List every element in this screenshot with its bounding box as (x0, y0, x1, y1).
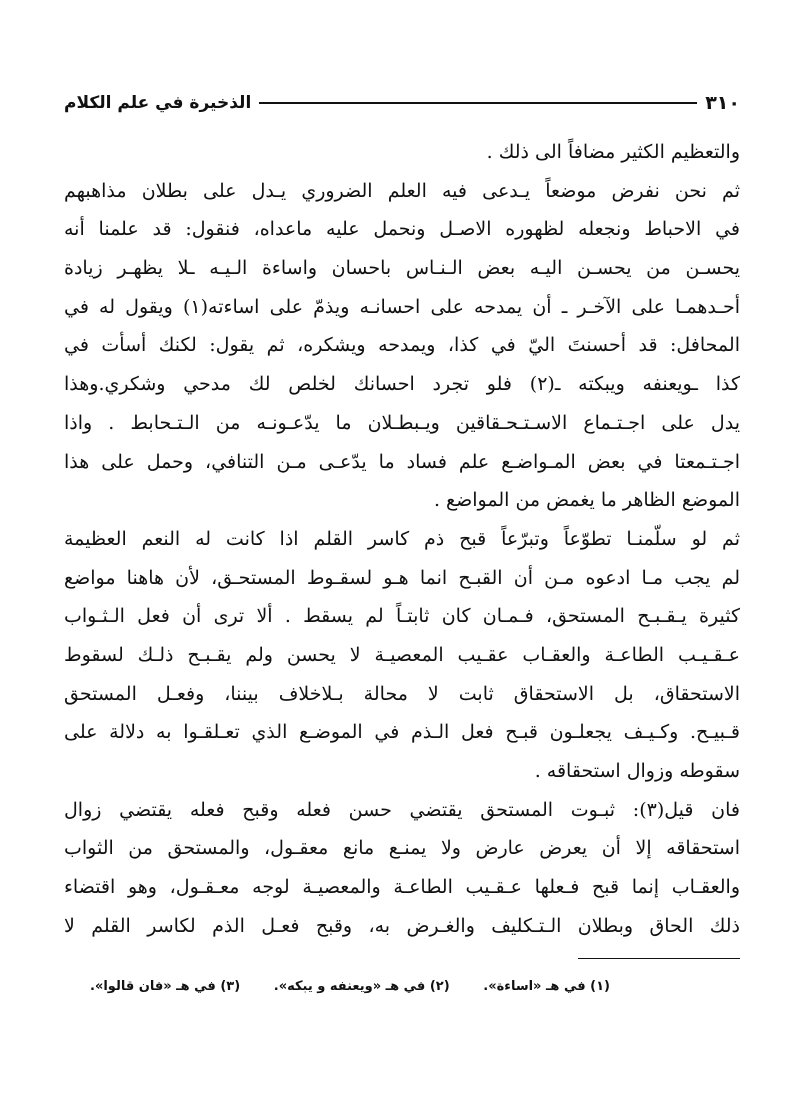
footnote: (١) في هـ «اساءة». (483, 979, 610, 994)
text-line: لم يجب مـا ادعوه مـن أن القبـح انما هـو لسقـوط المستحـق، لأن هاهنا مواضع (64, 566, 740, 589)
text-line: يحسـن من يحسـن اليـه بعض الـنـاس باحسان واساءة الـيـه ـلا يظهـر زيادة (64, 257, 740, 280)
text-line: أحـدهمـا على الآخـر ـ أن يمدحه على احسانـه ويذمّ على اساءته(١) ويقول له في (64, 295, 740, 318)
footnotes (90, 975, 610, 999)
text-line: كذا ـويعنفه ويبكته ـ(٢) فلو تجرد احسانك لخلص لك مدحي وشكري.وهذا (64, 373, 740, 396)
text-line: قـبيـح. وكـيـف يجعلـون قبـح فعل الـذم في الموضـع الذي تعـلقـوا به دلالة على (64, 721, 740, 744)
footnote: (٣) في هـ «فان قالوا». (90, 979, 241, 994)
page-number: ٣١٠ (705, 92, 740, 114)
text-line: والتعظيم الكثير مضافاً الى ذلك . (486, 141, 740, 163)
text-line: ذلك الحاق وبطلان الـتـكليف والغـرض به، وقبح فعـل الذم لكاسر القلم لا (64, 914, 740, 937)
text-line: يدل على اجـتـماع الاسـتـحـقاقين ويـبطـلان ما يدّعـونـه من الـتـحابط . واذا (64, 411, 740, 434)
book-title: الذخيرة في علم الكلام (64, 93, 252, 113)
text-line: في الاحباط ونجعله لظهوره الاصـل ونحمل عليه ماعداه، فنقول: قد علمنا أنه (64, 218, 740, 241)
running-head (64, 88, 740, 118)
text-line: ثم لو سلّمنـا تطوّعاً وتبرّعاً قبح ذم كاسر القلم اذا كانت له النعم العظيمة (64, 527, 740, 550)
text-line: اجـتـمعتا في بعض المـواضـع علم فساد ما يدّعـى مـن التنافي، وحمل على هذا (64, 450, 740, 473)
text-line: الاستحقاق، بل الاستحقاق ثابت لا محالة بـلاخلاف بيننا، وفعـل المستحق (64, 682, 740, 705)
text-line: كثيرة يـقـبـح المستحق، فـمـان كان ثابتـاً لم يسقط . ألا ترى أن فعل الـثـواب (64, 605, 740, 628)
text-line: المحافل: قد أحسنتَ اليّ في كذا، ويمدحه ويشكره، ثم يقول: لكنك أسأت في (64, 334, 740, 357)
text-line: عـقـيـب الطاعـة والعقـاب عقـيب المعصيـة لا يحسن ولم يقـبـح ذلـك لسقوط (64, 643, 740, 666)
text-line: فان قيل(٣): ثبـوت المستحق يقتضي حسن فعله وقبح فعله يقتضي زوال (64, 798, 740, 821)
header-rule (259, 102, 697, 104)
text-line: ثم نحن نفرض موضعاً يـدعى فيه العلم الضروري يـدل على بطلان مذاهبهم (64, 179, 740, 202)
text-line: استحقاقه إلا أن يعرض عارض ولا يمنـع مانع معقـول، والمستحق من الثواب (64, 837, 740, 860)
text-line: سقوطه وزوال استحقاقه . (534, 760, 740, 782)
text-line: الموضع الظاهر ما يغمض من المواضع . (433, 489, 740, 512)
text-line: والعقـاب إنما قبح فـعلها عـقـيب الطاعـة والمعصيـة لوجه معـقـول، وهو اقتضاء (64, 876, 740, 899)
footnote-rule (578, 958, 740, 959)
footnote: (٢) في هـ «ويعنفه و يبكه». (273, 979, 450, 994)
body-text (64, 133, 740, 945)
